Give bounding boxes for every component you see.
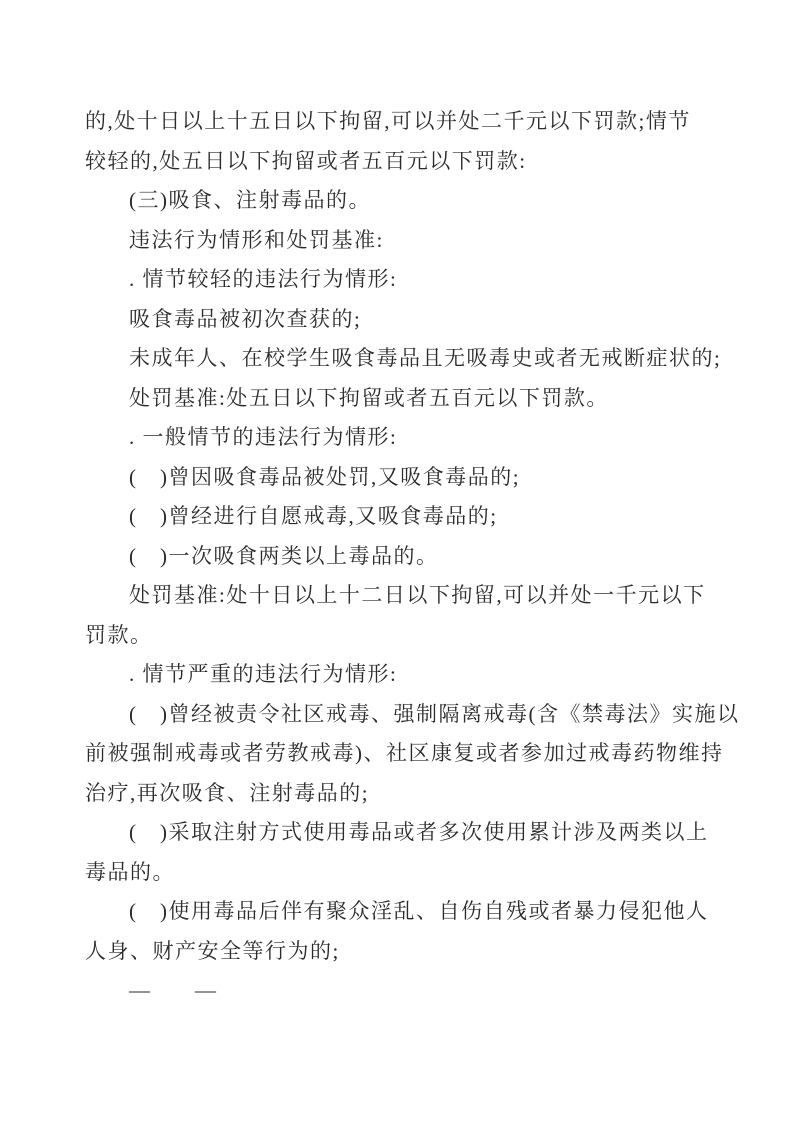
document-line: 较轻的,处五日以下拘留或者五百元以下罚款: — [85, 148, 527, 173]
document-text-block — [85, 102, 740, 1011]
document-line: 违法行为情形和处罚基准: — [129, 227, 384, 252]
document-line: . 情节严重的违法行为情形: — [129, 662, 398, 686]
document-line: 处罚基准:处五日以下拘留或者五百元以下罚款。 — [129, 385, 609, 410]
document-line: (三)吸食、注射毒品的。 — [129, 188, 371, 212]
document-line: ( )采取注射方式使用毒品或者多次使用累计涉及两类以上 — [129, 820, 709, 844]
document-line: 人身、财产安全等行为的; — [85, 938, 340, 963]
document-line: 未成年人、在校学生吸食毒品且无吸毒史或者无戒断症状的; — [129, 346, 722, 370]
document-line: ( )曾因吸食毒品被处罚,又吸食毒品的; — [129, 464, 521, 489]
document-line: 治疗,再次吸食、注射毒品的; — [85, 780, 370, 805]
document-line: . 情节较轻的违法行为情形: — [129, 267, 398, 291]
document-line: ( )曾经进行自愿戒毒,又吸食毒品的; — [129, 504, 498, 528]
document-line: 毒品的。 — [85, 859, 175, 884]
document-line: 的,处十日以上十五日以下拘留,可以并处二千元以下罚款;情节 — [85, 109, 691, 133]
document-line: 罚款。 — [85, 622, 153, 647]
document-line: ( )曾经被责令社区戒毒、强制隔离戒毒(含《禁毒法》实施以 — [129, 701, 740, 726]
document-line: 前被强制戒毒或者劳教戒毒)、社区康复或者参加过戒毒药物维持 — [85, 741, 724, 765]
document-line: . 一般情节的违法行为情形: — [129, 425, 398, 449]
page-number-footer: — — — [129, 978, 217, 1002]
document-line: 处罚基准:处十日以上十二日以下拘留,可以并处一千元以下 — [129, 583, 706, 607]
document-line: 吸食毒品被初次查获的; — [129, 306, 362, 331]
document-line: ( )使用毒品后伴有聚众淫乱、自伤自残或者暴力侵犯他人 — [129, 899, 709, 923]
document-line: ( )一次吸食两类以上毒品的。 — [129, 543, 439, 568]
